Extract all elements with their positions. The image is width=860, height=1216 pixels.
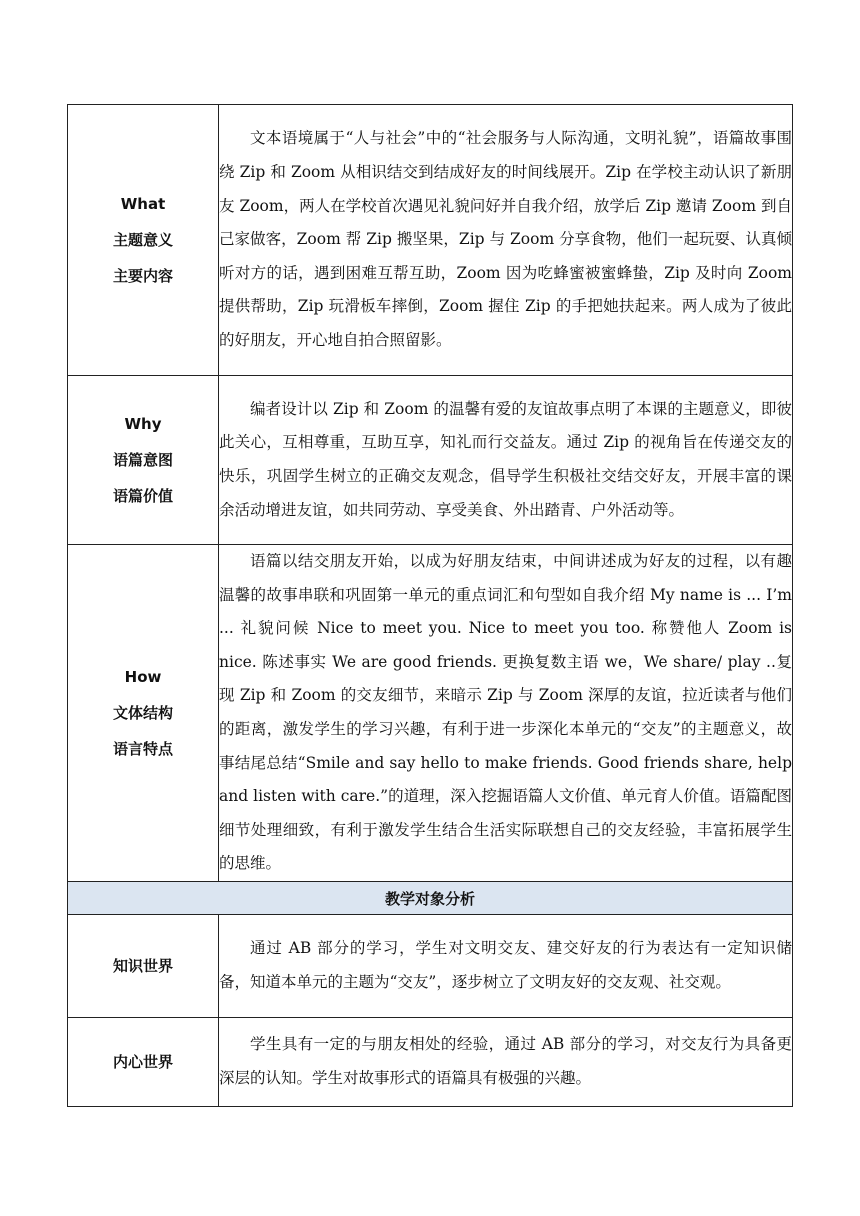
- paragraph: 语篇以结交朋友开始，以成为好朋友结束，中间讲述成为好友的过程，以有趣温馨的故事串联和巩固第一单元的重点词汇和句型如自我介绍 My name is ... I’m ... 礼貌问候 Nice to meet you. Nice to meet you too. 称赞他人 Zoom is nice. 陈述事实 We are good friends. 更换复数主语 we，We share/ play ..复现 Zip 和 Zoom 的交友细节，来暗示 Zip 与 Zoom 深厚的友谊，拉近读者与他们的距离，激发学生的学习兴趣，有利于进一步深化本单元的“交友”的主题意义，故事结尾总结“Smile and say hello to make friends. Good friends share, help and listen with care.”的道理，深入挖掘语篇人文价值、单元育人价值。语篇配图细节处理细致，有利于激发学生结合生活实际联想自己的交友经验，丰富拓展学生的思维。: [219, 552, 792, 873]
- row-content-why: [219, 376, 793, 545]
- label-line: 语篇意图: [112, 451, 173, 469]
- label-line: 主要内容: [112, 267, 173, 285]
- row-content-how: [219, 545, 793, 882]
- label-line: 语言特点: [112, 740, 173, 758]
- label-line: 语篇价值: [112, 487, 173, 505]
- label-line: Why: [124, 415, 162, 433]
- row-label-why: [68, 376, 219, 545]
- row-content-knowledge: [219, 915, 793, 1018]
- section-header-row: [68, 882, 793, 915]
- row-label-how: [68, 545, 219, 882]
- table-row-inner: [68, 1018, 793, 1107]
- row-label-knowledge: 知识世界: [68, 915, 219, 1018]
- row-label-what: [68, 105, 219, 376]
- paragraph: 学生具有一定的与朋友相处的经验，通过 AB 部分的学习，对交友行为具备更深层的认知。学生对故事形式的语篇具有极强的兴趣。: [219, 1035, 792, 1087]
- row-content-what: [219, 105, 793, 376]
- paragraph: 通过 AB 部分的学习，学生对文明交友、建交好友的行为表达有一定知识储备，知道本单元的主题为“交友”，逐步树立了文明友好的交友观、社交观。: [219, 939, 792, 991]
- section-header: 教学对象分析: [68, 882, 793, 915]
- label-line: 主题意义: [112, 231, 173, 249]
- label-line: How: [124, 668, 162, 686]
- table-row-how: [68, 545, 793, 882]
- table-row-why: [68, 376, 793, 545]
- paragraph: 文本语境属于“人与社会”中的“社会服务与人际沟通，文明礼貌”，语篇故事围绕 Zip 和 Zoom 从相识结交到结成好友的时间线展开。Zip 在学校主动认识了新朋友 Zoom，两人在学校首次遇见礼貌问好并自我介绍，放学后 Zip 邀请 Zoom 到自己家做客，Zoom 帮 Zip 搬坚果，Zip 与 Zoom 分享食物，他们一起玩耍、认真倾听对方的话，遇到困难互帮互助，Zoom 因为吃蜂蜜被蜜蜂蛰，Zip 及时向 Zoom 提供帮助，Zip 玩滑板车摔倒，Zoom 握住 Zip 的手把她扶起来。两人成为了彼此的好朋友，开心地自拍合照留影。: [219, 129, 792, 349]
- table-row-what: [68, 105, 793, 376]
- label-line: What: [120, 195, 166, 213]
- row-label-inner: 内心世界: [68, 1018, 219, 1107]
- label-line: 文体结构: [112, 704, 173, 722]
- row-content-inner: [219, 1018, 793, 1107]
- paragraph: 编者设计以 Zip 和 Zoom 的温馨有爱的友谊故事点明了本课的主题意义，即彼此关心，互相尊重，互助互享，知礼而行交益友。通过 Zip 的视角旨在传递交友的快乐，巩固学生树立的正确交友观念，倡导学生积极社交结交好友，开展丰富的课余活动增进友谊，如共同劳动、享受美食、外出踏青、户外活动等。: [219, 399, 792, 519]
- table-row-knowledge: [68, 915, 793, 1018]
- analysis-table: [67, 104, 793, 1107]
